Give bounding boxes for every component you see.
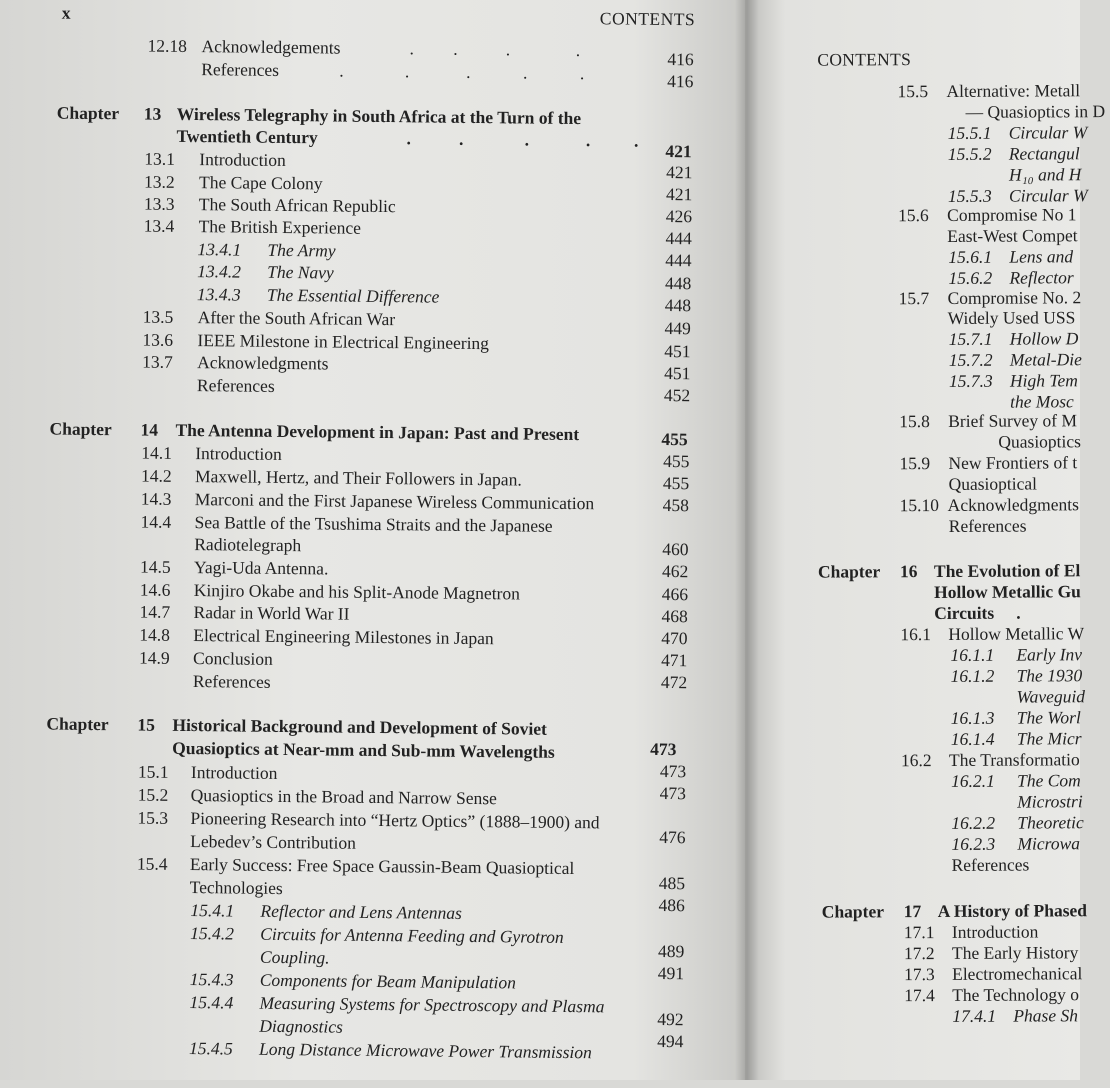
toc-subentry-number: 15.5.2 [947,143,992,164]
leader-dots: . . . . [409,38,581,61]
toc-subentry-title: Microwa [1017,833,1081,854]
toc-entry-title: Yagi-Uda Antenna. [193,557,329,579]
toc-subentry-title: The Worl [1016,707,1081,728]
toc-entry-number: 13.1 [144,148,176,169]
toc-entry-title: Compromise No 1 [947,204,1077,225]
toc-subentry-title: The Essential Difference [266,284,440,307]
chapter-label: Chapter [817,561,881,582]
toc-subentry-title: Coupling. [259,946,330,968]
toc-entry-title: The Cape Colony [198,172,323,194]
toc-entry-number: 14.6 [139,579,171,600]
chapter-title: Wireless Telegraphy in South Africa at the Turn of the [176,103,582,129]
toc-entry-number: 13.3 [143,193,175,214]
running-head: CONTENTS [599,8,696,30]
toc-page-number: 462 [661,560,689,582]
toc-subentry-title: Reflector and Lens Antennas [260,900,462,923]
toc-subentry-title: Circular W [1008,185,1088,206]
toc-entry-title: Kinjiro Okabe and his Split-Anode Magnetron [193,580,521,604]
toc-entry-number: 17.3 [904,964,935,985]
toc-entry-title: Introduction [951,921,1039,942]
toc-subentry-number: 13.4.3 [196,284,241,305]
toc-page-number: 452 [663,384,691,406]
toc-subentry-number: 15.5.1 [947,122,992,143]
toc-entry-title: Lebedev’s Contribution [190,831,357,853]
toc-entry-number: 14.9 [139,647,170,668]
toc-page-number: 491 [657,962,685,984]
toc-page-number: 472 [660,671,688,693]
toc-subentry-number: 13.4.1 [197,239,242,260]
toc-entry-number: 14.3 [140,488,172,509]
toc-entry-title: References [201,59,280,80]
toc-page-number: 471 [661,649,688,671]
toc-entry-number: 15.4 [136,853,168,874]
toc-subentry-title: Long Distance Microwave Power Transmission [258,1038,592,1063]
toc-entry-title: Introduction [190,762,278,783]
toc-subentry-title: Hollow D [1009,328,1079,349]
toc-subentry-title: Metal-Die [1009,349,1082,370]
toc-entry-title: Brief Survey of M [948,410,1078,431]
toc-entry-title: Acknowledgements [201,36,341,58]
toc-entry-number: 13.2 [144,171,175,192]
toc-page-number: 494 [657,1030,684,1052]
toc-entry-title: The Early History [951,942,1079,963]
toc-subentry-number: 16.1.1 [950,644,995,665]
toc-entry-title: Widely Used USS [947,307,1076,328]
toc-subentry-number: 15.4.5 [188,1038,233,1059]
toc-entry-title: References [951,854,1030,875]
toc-subentry-number: 15.4.2 [190,923,235,944]
toc-subentry-title: Circuits for Antenna Feeding and Gyrotron [260,923,564,947]
toc-entry-number: 13.7 [142,351,173,372]
toc-entry-number: 16.2 [900,750,932,771]
toc-entry-number: 15.10 [899,494,940,516]
toc-subentry-number: 16.2.2 [951,812,996,833]
chapter-label: Chapter [49,418,112,440]
toc-subentry-number: 15.4.4 [189,992,234,1013]
toc-subentry-title: Microstri [1017,791,1083,812]
toc-subentry-title: Circular W [1008,122,1088,143]
toc-entry-number: 17.1 [903,922,935,943]
toc-page-number: 416 [667,70,694,92]
chapter-number: 16 [899,561,918,582]
toc-entry-number: 14.4 [140,511,172,532]
toc-entry-title: After the South African War [197,307,396,330]
toc-page-number: 444 [665,249,692,271]
toc-page-number: 473 [659,782,687,804]
toc-page-number: 468 [661,605,688,627]
toc-entry-title: Hollow Metallic W [948,623,1085,644]
toc-entry-number: 14.7 [139,601,171,622]
toc-subentry-title: Early Inv [1016,644,1083,665]
toc-page-number: 485 [658,872,686,894]
chapter-label: Chapter [56,102,120,124]
toc-page-number: 455 [661,428,688,450]
toc-subentry-number: 15.7.2 [948,349,993,370]
toc-entry-title: Electrical Engineering Milestones in Japan [193,625,494,649]
leader-dots: . . . . . [339,60,585,84]
toc-page-number: 416 [667,48,694,70]
toc-entry-title: Quasioptical [948,473,1038,494]
toc-entry-number: 15.3 [137,807,169,828]
toc-entry-title: Alternative: Metall [946,80,1081,101]
toc-entry-number: 15.1 [137,761,169,782]
toc-entry-title: Quasioptics [998,431,1082,452]
toc-subentry-number: 16.2.3 [951,833,996,854]
toc-entry-title: The South African Republic [198,194,396,217]
toc-entry-title: New Frontiers of t [948,452,1078,473]
chapter-title: Circuits [934,602,995,624]
leader-dots: . [1016,602,1021,623]
toc-entry-title: Compromise No. 2 [947,287,1082,308]
chapter-number: 14 [140,419,159,440]
chapter-title: Hollow Metallic Gu [934,581,1081,603]
toc-subentry-number: 16.1.4 [950,728,995,749]
toc-entry-title: Conclusion [193,648,273,669]
toc-subentry-title: The 1930 [1016,665,1083,686]
toc-page-number: 451 [664,362,691,384]
toc-entry-title: East-West Compet [947,225,1078,246]
toc-subentry-title: The Navy [267,261,334,283]
toc-entry-title: — Quasioptics in D [965,101,1106,122]
toc-page-number: 448 [664,272,692,294]
toc-page-number: 460 [662,538,689,560]
toc-entry-title: Introduction [195,443,282,464]
page-number: x [61,2,71,23]
toc-subentry-title: Measuring Systems for Spectroscopy and Plasma [259,992,605,1017]
toc-entry-number: 15.2 [137,784,169,805]
toc-entry-title: Early Success: Free Space Gaussin-Beam Quasioptical [189,854,575,879]
toc-entry-title: Radiotelegraph [194,534,302,556]
toc-entry-number: 15.8 [899,411,930,432]
toc-entry-title: References [948,515,1027,536]
toc-entry-number: 15.9 [899,453,931,474]
toc-entry-number: 17.2 [903,943,935,964]
toc-page-number: 455 [662,472,690,494]
toc-page-number: 426 [665,205,693,227]
toc-subentry-title: Diagnostics [259,1015,343,1037]
toc-page-number: 473 [659,760,687,782]
toc-subentry-number: 15.4.3 [189,969,234,990]
chapter-number: 15 [137,714,156,735]
toc-entry-title: The Technology o [952,984,1080,1005]
toc-page-number: 473 [650,738,677,760]
toc-entry-title: Electromechanical [952,963,1083,984]
toc-entry-number: 15.6 [898,205,929,226]
toc-entry-number: 15.7 [898,288,930,309]
toc-entry-title: IEEE Milestone in Electrical Engineering [197,330,490,354]
toc-subentry-title: The Micr [1016,728,1082,749]
toc-subentry-number: 13.4.2 [197,261,242,282]
toc-subentry-number: 15.4.1 [190,900,235,921]
toc-entry-title: The British Experience [198,216,362,238]
toc-subentry-title: Lens and [1009,246,1074,267]
toc-entry-number: 14.1 [141,442,172,463]
toc-entry-title: The Transformatio [948,749,1080,770]
toc-entry-title: Sea Battle of the Tsushima Straits and the Japanese [194,512,553,536]
chapter-title: Twentieth Century [176,125,318,148]
toc-entry-number: 12.18 [147,35,188,56]
toc-entry-number: 17.4 [904,985,935,1006]
toc-page-number: 492 [657,1008,684,1030]
toc-subentry-title: High Tem [1009,370,1078,391]
toc-subentry-number: 15.6.2 [948,267,993,288]
chapter-title: A History of Phased [937,900,1088,922]
toc-entry-number: 14.8 [139,624,171,645]
toc-subentry-number: 16.1.3 [950,707,995,728]
toc-subentry-number: 15.7.1 [948,328,993,349]
chapter-number: 13 [143,103,162,124]
toc-subentry-number: 15.7.3 [948,370,993,391]
toc-page-number: 444 [665,227,692,249]
right-page [745,0,1106,1080]
toc-page-number: 421 [665,140,692,162]
toc-entry-number: 14.5 [139,556,171,577]
toc-subentry-title: Reflector [1009,267,1074,288]
chapter-label: Chapter [46,713,109,735]
toc-entry-title: Technologies [189,877,283,899]
toc-page-number: 451 [664,340,691,362]
toc-subentry-title: Theoretic [1017,812,1084,833]
toc-entry-number: 13.4 [143,215,175,236]
chapter-number: 17 [903,901,922,922]
toc-subentry-title: The Army [267,239,336,261]
toc-page-number: 421 [665,183,693,205]
chapter-title: The Evolution of El [933,560,1081,582]
toc-entry-title: Marconi and the First Japanese Wireless Communication [194,489,595,514]
toc-subentry-number: 16.2.1 [951,770,995,791]
chapter-label: Chapter [821,901,885,922]
toc-subentry-number: 17.4.1 [952,1005,997,1026]
toc-page-number: 448 [664,294,692,316]
toc-entry-number: 16.1 [900,624,931,645]
toc-subentry-title: Phase Sh [1013,1005,1079,1026]
toc-entry-number: 13.6 [142,329,174,350]
toc-page-number: 455 [663,450,690,472]
toc-entry-title: References [192,671,271,692]
toc-entry-number: 15.5 [897,81,929,102]
toc-subentry-title: Components for Beam Manipulation [259,969,517,993]
chapter-title: Historical Background and Development of Soviet [172,714,547,739]
toc-entry-title: Radar in World War II [193,602,350,624]
toc-entry-title: Introduction [199,149,286,171]
chapter-title: Quasioptics at Near-mm and Sub-mm Wavelengths [172,737,555,762]
toc-subentry-title: The Com [1017,770,1081,791]
toc-page-number: 476 [659,826,686,848]
toc-entry-title: Acknowledgments [197,352,329,374]
toc-subentry-title: the Mosc [1010,391,1074,412]
toc-subentry-number: 16.1.2 [950,665,995,686]
toc-subentry-title: Rectangul [1008,143,1080,164]
running-head: CONTENTS [817,49,912,70]
toc-page-number: 458 [662,494,690,516]
chapter-title: The Antenna Development in Japan: Past and Present [175,419,580,445]
toc-page-number: 470 [661,627,688,649]
toc-entry-number: 14.2 [140,465,172,486]
toc-entry-title: Maxwell, Hertz, and Their Followers in Japan. [194,466,522,490]
toc-subentry-title: H₁₀ and H [1008,164,1082,185]
toc-subentry-title: Waveguid [1016,686,1086,707]
toc-page-number: 486 [658,894,685,916]
toc-entry-title: Quasioptics in the Broad and Narrow Sense [190,785,497,809]
toc-page-number: 466 [661,583,689,605]
leader-dots: . . . . . [406,128,639,151]
toc-entry-title: Acknowledgments [947,494,1079,515]
toc-subentry-number: 15.6.1 [948,246,993,267]
toc-entry-title: Pioneering Research into “Hertz Optics” (1888–1900) and [190,808,600,833]
toc-subentry-number: 15.5.3 [947,185,992,206]
book-gutter-shadow [735,0,759,1080]
toc-page-number: 489 [657,940,685,962]
toc-page-number: 421 [666,161,693,183]
toc-entry-title: References [196,375,275,396]
toc-entry-number: 13.5 [142,306,174,327]
toc-page-number: 449 [664,317,691,339]
